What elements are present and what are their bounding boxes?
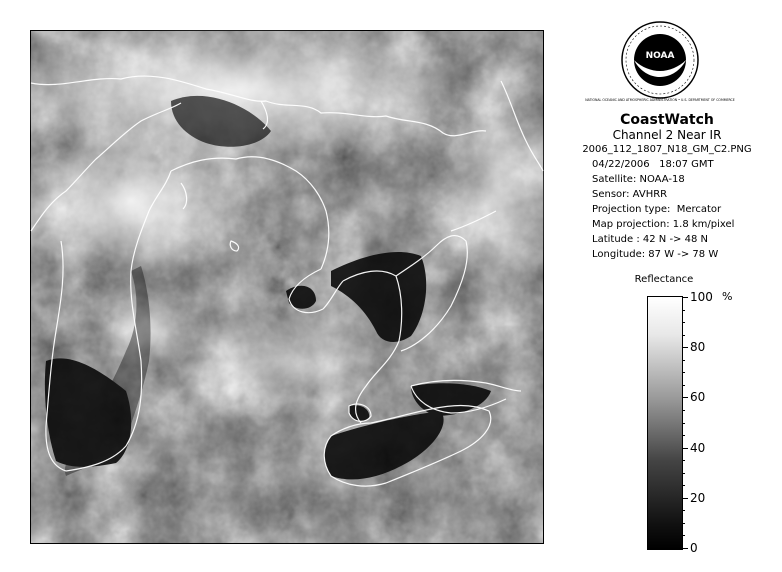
scale-unit: % — [722, 290, 733, 303]
scale-minor-tick — [682, 423, 685, 424]
projection-type: Projection type: Mercator — [592, 204, 722, 215]
scale-minor-tick — [682, 360, 685, 361]
scale-label: 0 — [690, 541, 698, 555]
noaa-logo-graphic — [585, 15, 735, 105]
scale-major-tick — [682, 347, 688, 348]
scale-minor-tick — [682, 385, 685, 386]
scale-major-tick — [682, 397, 688, 398]
scale-major-tick — [682, 448, 688, 449]
metadata-panel — [564, 112, 770, 262]
latitude: Latitude : 42 N -> 48 N — [592, 234, 708, 245]
scale-minor-tick — [682, 523, 685, 524]
satellite-image — [30, 30, 544, 544]
satellite-image-graphic — [31, 31, 543, 543]
satellite: Satellite: NOAA-18 — [592, 174, 685, 185]
scale-major-tick — [682, 297, 688, 298]
scale-major-tick — [682, 548, 688, 549]
datetime: 04/22/2006 18:07 GMT — [592, 159, 714, 170]
scale-minor-tick — [682, 410, 685, 411]
noaa-logo — [585, 15, 735, 105]
filename: 2006_112_1807_N18_GM_C2.PNG — [582, 144, 752, 155]
scale-minor-tick — [682, 435, 685, 436]
reflectance-scale-bar — [647, 296, 683, 550]
sensor: Sensor: AVHRR — [592, 189, 668, 200]
longitude: Longitude: 87 W -> 78 W — [592, 249, 719, 260]
scale-minor-tick — [682, 310, 685, 311]
scale-label: 80 — [690, 340, 706, 354]
scale-label: 100 — [690, 290, 713, 304]
scale-title: Reflectance — [634, 274, 694, 285]
scale-minor-tick — [682, 535, 685, 536]
scale-minor-tick — [682, 460, 685, 461]
scale-major-tick — [682, 498, 688, 499]
scale-minor-tick — [682, 510, 685, 511]
scale-minor-tick — [682, 473, 685, 474]
scale-minor-tick — [682, 372, 685, 373]
scale-label: 20 — [690, 491, 706, 505]
scale-minor-tick — [682, 322, 685, 323]
brand-title: CoastWatch — [620, 112, 714, 128]
channel-title: Channel 2 Near IR — [612, 128, 722, 142]
scale-minor-tick — [682, 335, 685, 336]
logo-ring-text: NATIONAL OCEANIC AND ATMOSPHERIC ADMINISTRATION • U.S. DEPARTMENT OF COMMERCE — [585, 98, 735, 102]
scale-minor-tick — [682, 485, 685, 486]
logo-center-text: NOAA — [645, 51, 675, 61]
scale-label: 60 — [690, 390, 706, 404]
map-projection: Map projection: 1.8 km/pixel — [592, 219, 735, 230]
scale-label: 40 — [690, 441, 706, 455]
